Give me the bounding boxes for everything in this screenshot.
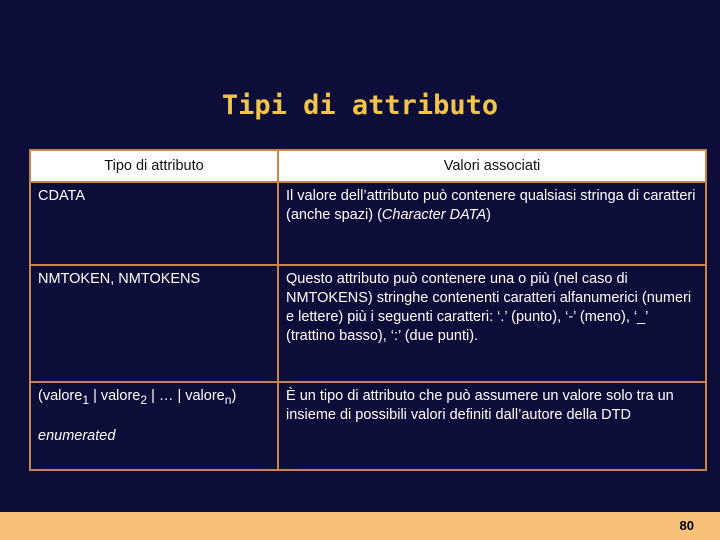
enum-sub-2: 2 bbox=[140, 392, 148, 407]
cdata-text-end: ) bbox=[486, 207, 491, 223]
enum-open: (valore bbox=[38, 388, 83, 404]
cell-type-cdata: CDATA bbox=[30, 182, 278, 265]
enum-close: ) bbox=[231, 388, 237, 404]
footer-bar bbox=[0, 512, 720, 540]
slide-title: Tipi di attributo bbox=[221, 90, 499, 121]
enum-sub-n: n bbox=[224, 392, 232, 407]
attribute-types-table bbox=[29, 149, 707, 471]
cell-type-nmtoken: NMTOKEN, NMTOKENS bbox=[30, 265, 278, 382]
enumerated-label: enumerated bbox=[38, 427, 116, 444]
header-values: Valori associati bbox=[278, 150, 706, 182]
page-number: 80 bbox=[679, 518, 694, 533]
cell-value-nmtoken: Questo attributo può contenere una o più (nel caso di NMTOKENS) stringhe contenenti caratteri alfanumerici (numeri e lettere) più i seguenti caratteri: ‘.’ (punto), ‘-’ (meno), ‘_’ (trattino basso), ‘:’ (due punti). bbox=[278, 265, 706, 382]
table-row bbox=[30, 265, 706, 382]
table-row bbox=[30, 382, 706, 470]
table-header-row bbox=[30, 150, 706, 182]
table-row bbox=[30, 182, 706, 265]
cdata-text: Il valore dell’attributo può contenere qualsiasi stringa di caratteri (anche spazi) ( bbox=[286, 188, 696, 223]
cell-type-enumerated bbox=[30, 382, 278, 470]
cell-value-cdata bbox=[278, 182, 706, 265]
cell-value-enumerated: È un tipo di attributo che può assumere un valore solo tra un insieme di possibili valori definiti dall’autore della DTD bbox=[278, 382, 706, 470]
enum-sub-1: 1 bbox=[82, 392, 90, 407]
enum-sep-1: | valore bbox=[89, 388, 141, 404]
header-type: Tipo di attributo bbox=[30, 150, 278, 182]
cdata-italic: Character DATA bbox=[381, 207, 487, 223]
enum-sep-2: | … | valore bbox=[147, 388, 225, 404]
